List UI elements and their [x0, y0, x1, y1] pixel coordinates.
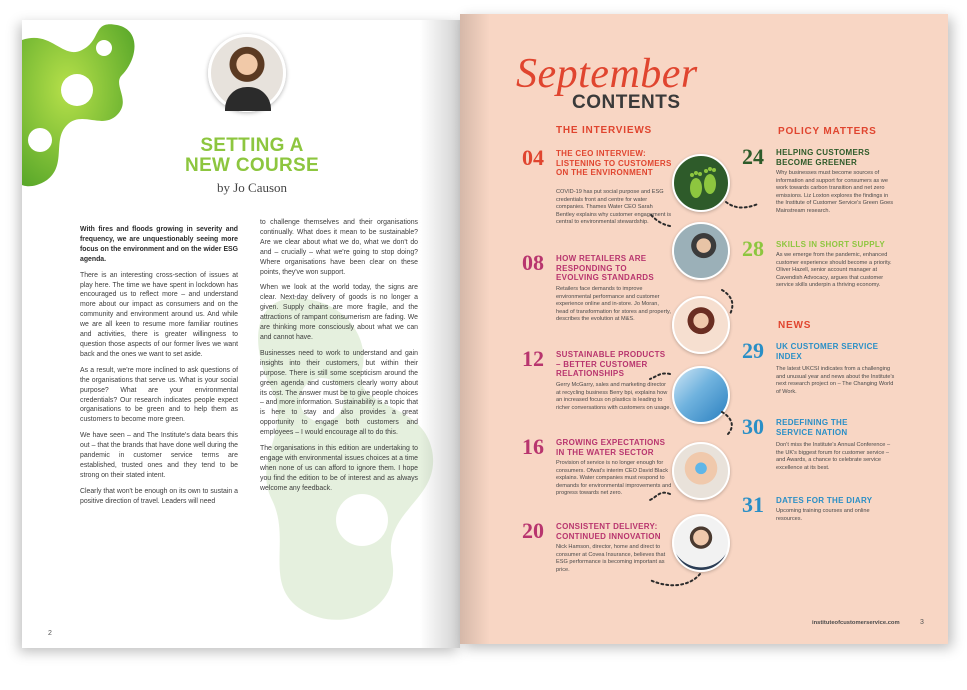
- entry-page-number: 20: [522, 518, 544, 543]
- entry-title: REDEFINING THE SERVICE NATION: [776, 418, 848, 437]
- contents-entry[interactable]: [742, 338, 895, 395]
- article-column-1: [80, 225, 238, 513]
- left-page: [22, 20, 460, 648]
- article-lead-paragraph: With fires and floods growing in severity and frequency, we are unquestionably seeing more focus on the environment and on the wider ESG agenda.: [80, 226, 238, 263]
- article-paragraph: to challenge themselves and their organisations continually. What does it mean to be sustainable? Are we clear about what we do, what we don't do and – crucially – what we're going to stop doing? Where organisations have been clear on these points, they've won support.: [260, 219, 418, 276]
- news-heading: NEWS: [778, 320, 812, 331]
- entry-page-number: 29: [742, 338, 764, 363]
- page-number-right: 3: [920, 619, 924, 626]
- entry-description: The latest UKCSI indicates from a challenging and unusual year and news about the Institute's next research project on – The Changing World of Work.: [776, 366, 895, 395]
- contents-entry[interactable]: [742, 144, 894, 214]
- policy-heading: POLICY MATTERS: [778, 126, 877, 137]
- entry-page-number: 31: [742, 492, 764, 517]
- article-headline: [152, 136, 352, 176]
- entry-description: As we emerge from the pandemic, enhanced customer experience should become a priority. Oliver Hazell, senior account manager at Cavendish Advocacy, argues that customer service skills underpin a thriving economy.: [776, 252, 892, 289]
- entry-page-number: 28: [742, 236, 764, 261]
- headline-line-2: NEW COURSE: [185, 155, 319, 176]
- article-paragraph: The organisations in this edition are undertaking to engage with environmental issues choices at a time when none of us can afford to ignore them. I hope you find the edition to be of interest and as always welcome any feedback.: [260, 445, 418, 492]
- entry-title: HELPING CUSTOMERS BECOME GREENER: [776, 148, 870, 167]
- entry-page-number: 16: [522, 434, 544, 459]
- green-molecule-decoration: [22, 20, 152, 200]
- entry-description: Nick Hamson, director, home and direct to consumer at Covea Insurance, believes that ESG performance is becoming important as price.: [556, 544, 666, 573]
- article-byline: by Jo Causon: [216, 180, 288, 195]
- entry-page-number: 04: [522, 145, 544, 170]
- contents-entry[interactable]: [742, 236, 892, 290]
- headline-line-1: SETTING A: [200, 135, 304, 156]
- entry-title: SKILLS IN SHORT SUPPLY: [776, 240, 885, 249]
- entry-description: Don't miss the Institute's Annual Conference – the UK's biggest forum for customer service – and Awards, a chance to celebrate service excellence at its best.: [776, 442, 891, 471]
- entry-description: Provision of service is no longer enough for consumers. Ofwat's interim CEO David Black explains. Water companies must respond to demands for environmental improvements and progress towards net zero.: [556, 460, 672, 497]
- article-paragraph: Clearly that won't be enough on its own to sustain a positive direction of travel. Leaders will need: [80, 487, 238, 505]
- page-number-left: 2: [48, 630, 52, 637]
- footer-url: instituteofcustomerservice.com: [812, 620, 900, 626]
- entry-page-number: 30: [742, 414, 764, 439]
- contents-title: September: [516, 51, 698, 97]
- dotted-arrows-decoration: [460, 14, 948, 644]
- entry-title: SUSTAINABLE PRODUCTS – BETTER CUSTOMER RELATIONSHIPS: [556, 350, 666, 378]
- interviews-heading: THE INTERVIEWS: [556, 125, 653, 136]
- entry-page-number: 24: [742, 144, 764, 169]
- entry-title: HOW RETAILERS ARE RESPONDING TO EVOLVING STANDARDS: [556, 254, 654, 282]
- contents-entry[interactable]: [742, 492, 892, 536]
- entry-page-number: 12: [522, 346, 544, 371]
- article-paragraph: Businesses need to work to understand and gain insights into their customers, but within their purpose. There is still some scepticism around the green agenda and customers clearly worry about its cost. The answer must be to give people choices – and more information. Sustainability is a topic that is here to stay and also provides a great opportunity to engage both customers and employees – I would encourage all to do this.: [260, 349, 418, 437]
- portrait-shoulders: [225, 87, 271, 111]
- entry-description: Gerry McGarry, sales and marketing director at recycling business Berry bpi, explains how an increased focus on plastics is leading to richer conversations with customers on usage.: [556, 382, 672, 411]
- entry-description: Retailers face demands to improve environmental performance and customer experience online and in-store. Jo Moran, head of transformation for stores and property, describes the evolution at M&S.: [556, 286, 671, 323]
- entry-title: GROWING EXPECTATIONS IN THE WATER SECTOR: [556, 438, 666, 457]
- article-paragraph: When we look at the world today, the signs are clear. Next-day delivery of goods is no longer a given. Supply chains are more fragile, and the attractions of rampant consumerism are fading. We are thinking more consciously about what we can and cannot have.: [260, 284, 418, 341]
- article-paragraph: As a result, we're more inclined to ask questions of the organisations that serve us. What is your social purpose? What are your environmental credentials? Our research indicates people expect organisations to be green and to help them as customers to become more green.: [80, 366, 238, 424]
- entry-description: Upcoming training courses and online resources.: [776, 508, 870, 522]
- contents-subtitle: CONTENTS: [572, 92, 681, 113]
- contents-entry[interactable]: [742, 414, 892, 471]
- article-paragraph: We have seen – and The Institute's data bears this out – that the brands that have done well during the pandemic in customer service terms are established, trusted ones and they tend to be strong on their stated intent.: [80, 432, 238, 479]
- article-column-2: [260, 218, 418, 500]
- entry-description: COVID-19 has put social purpose and ESG credentials front and centre for water companies. Thames Water CEO Sarah Bentley explains why customer engagement is central to environmental stewardship.: [556, 189, 672, 226]
- entry-description: Why businesses must become sources of information and support for consumers as we work towards carbon transition and net zero emissions. Liz Loxton explores the findings in the Institute of Customer Service's Green Goes Mainstream research.: [776, 170, 894, 214]
- entry-title: DATES FOR THE DIARY: [776, 496, 873, 505]
- entry-title: UK CUSTOMER SERVICE INDEX: [776, 342, 879, 361]
- right-page: [460, 14, 948, 644]
- article-paragraph: There is an interesting cross-section of issues at play here. The time we have spent in lockdown has encouraged us to reflect more – and understand more about our impact as consumers and on the community and environment around us. And while we are all keen to resume more familiar routines and activities, there is greater willingness to question those aspects of our former lives we want back and the ones we want to set aside.: [80, 271, 238, 358]
- entry-title: THE CEO INTERVIEW: LISTENING TO CUSTOMERS ON THE ENVIRONMENT: [556, 149, 672, 177]
- entry-page-number: 08: [522, 250, 544, 275]
- entry-title: CONSISTENT DELIVERY: CONTINUED INNOVATION: [556, 522, 661, 541]
- author-portrait: [208, 34, 286, 112]
